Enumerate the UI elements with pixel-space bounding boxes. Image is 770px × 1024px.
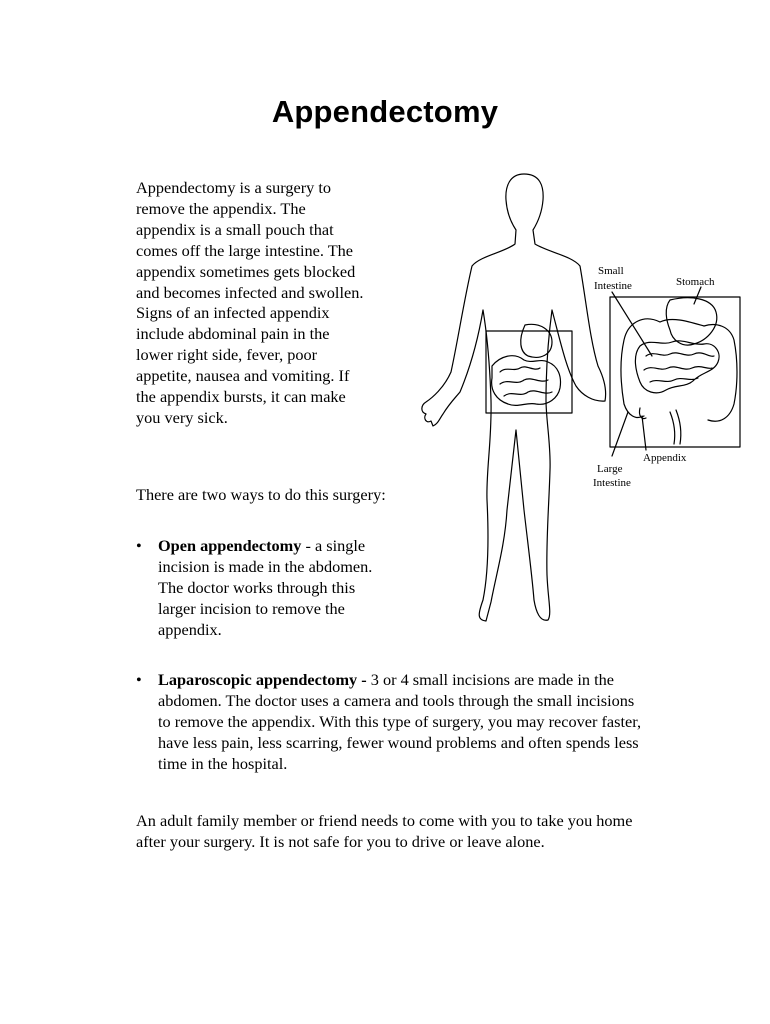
leader-small-intestine <box>612 292 652 356</box>
torso-intestines <box>492 356 561 406</box>
body-outline <box>422 174 606 621</box>
leader-stomach <box>694 287 701 304</box>
detail-appendix <box>639 408 646 419</box>
bullet-term: Open appendectomy <box>158 536 302 555</box>
detail-small-intestine <box>635 341 719 393</box>
detail-large-intestine <box>621 319 737 421</box>
detail-stomach <box>666 298 717 345</box>
torso-stomach <box>521 324 552 357</box>
label-stomach: Stomach <box>676 276 715 288</box>
label-small-intestine-line1: Small <box>598 265 624 277</box>
leader-large-intestine <box>612 412 628 456</box>
list-item-laparoscopic-appendectomy <box>136 670 642 775</box>
label-large-intestine-line1: Large <box>597 463 623 475</box>
detail-box <box>610 297 740 447</box>
list-item-open-appendectomy <box>136 536 376 641</box>
label-small-intestine-line2: Intestine <box>594 280 632 292</box>
detail-rectum <box>670 410 681 444</box>
closing-paragraph: An adult family member or friend needs to come with you to take you home after your surgery. It is not safe for you to drive or leave alone. <box>136 811 633 851</box>
label-large-intestine-line2: Intestine <box>593 477 631 489</box>
surgery-types-intro: There are two ways to do this surgery: <box>136 485 386 504</box>
torso-highlight-box <box>486 331 572 413</box>
bullet-marker: • <box>136 670 142 689</box>
intro-paragraph: Appendectomy is a surgery to remove the appendix. The appendix is a small pouch that comes off the large intestine. The appendix sometimes gets blocked and becomes infected and swollen. Signs of an infected appendix include abdominal pain in the lower right side, fever, poor appetite, nausea and vomiting. If the appendix bursts, it can make you very sick. <box>136 178 364 427</box>
leader-appendix <box>642 416 646 450</box>
bullet-marker: • <box>136 536 142 555</box>
label-appendix: Appendix <box>643 452 687 464</box>
bullet-term: Laparoscopic appendectomy - <box>158 670 367 689</box>
bullet-text: - a single incision is made in the abdomen. The doctor works through this larger incision to remove the appendix. <box>158 536 373 639</box>
page-title: Appendectomy <box>271 94 499 129</box>
bullet-text: 3 or 4 small incisions are made in the abdomen. The doctor uses a camera and tools through the small incisions to remove the appendix. With this type of surgery, you may recover faster, have less pain, less scarring, fewer wound problems and often spends less time in the hospital. <box>158 670 642 773</box>
